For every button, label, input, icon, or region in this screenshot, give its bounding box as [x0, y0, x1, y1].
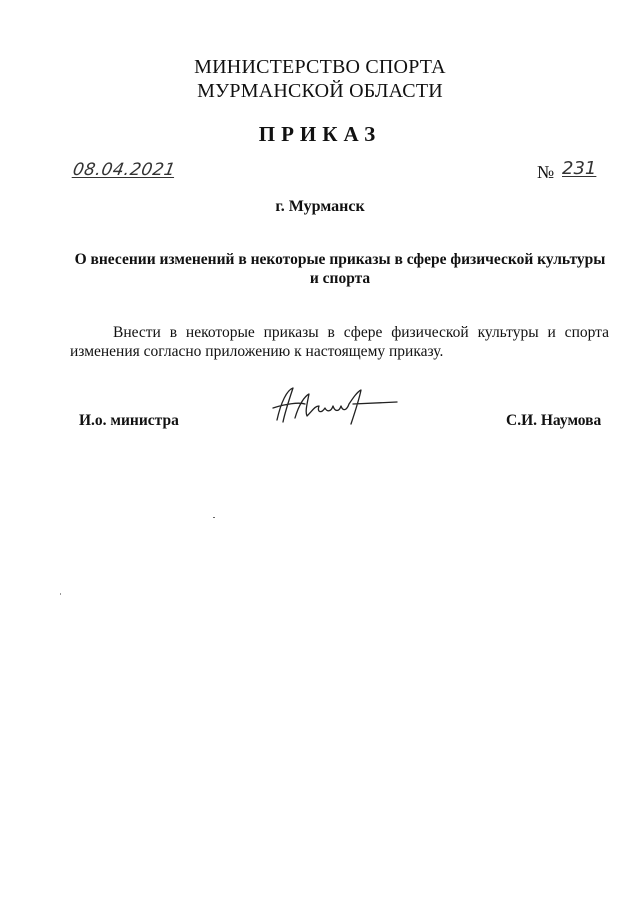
ministry-name-line1: МИНИСТЕРСТВО СПОРТА — [194, 56, 446, 78]
ministry-name-line2: МУРМАНСКОЙ ОБЛАСТИ — [197, 80, 443, 102]
order-subject: О внесении изменений в некоторые приказы в сфере физической культуры и спорта — [74, 251, 606, 287]
signatory-name: С.И. Наумова — [506, 412, 602, 429]
city-line: г. Мурманск — [275, 198, 365, 215]
handwritten-order-number: 231 — [562, 158, 597, 179]
handwritten-signature — [265, 382, 405, 432]
order-body-text: Внести в некоторые приказы в сфере физической культуры и спорта изменения согласно приложению к настоящему приказу. — [70, 324, 609, 360]
signatory-role: И.о. министра — [79, 412, 179, 429]
number-sign: № — [537, 162, 555, 182]
scan-speck — [213, 517, 215, 518]
handwritten-date: 08.04.2021 — [71, 160, 178, 180]
scan-speck — [60, 593, 61, 595]
document-type-title: ПРИКАЗ — [258, 122, 382, 146]
